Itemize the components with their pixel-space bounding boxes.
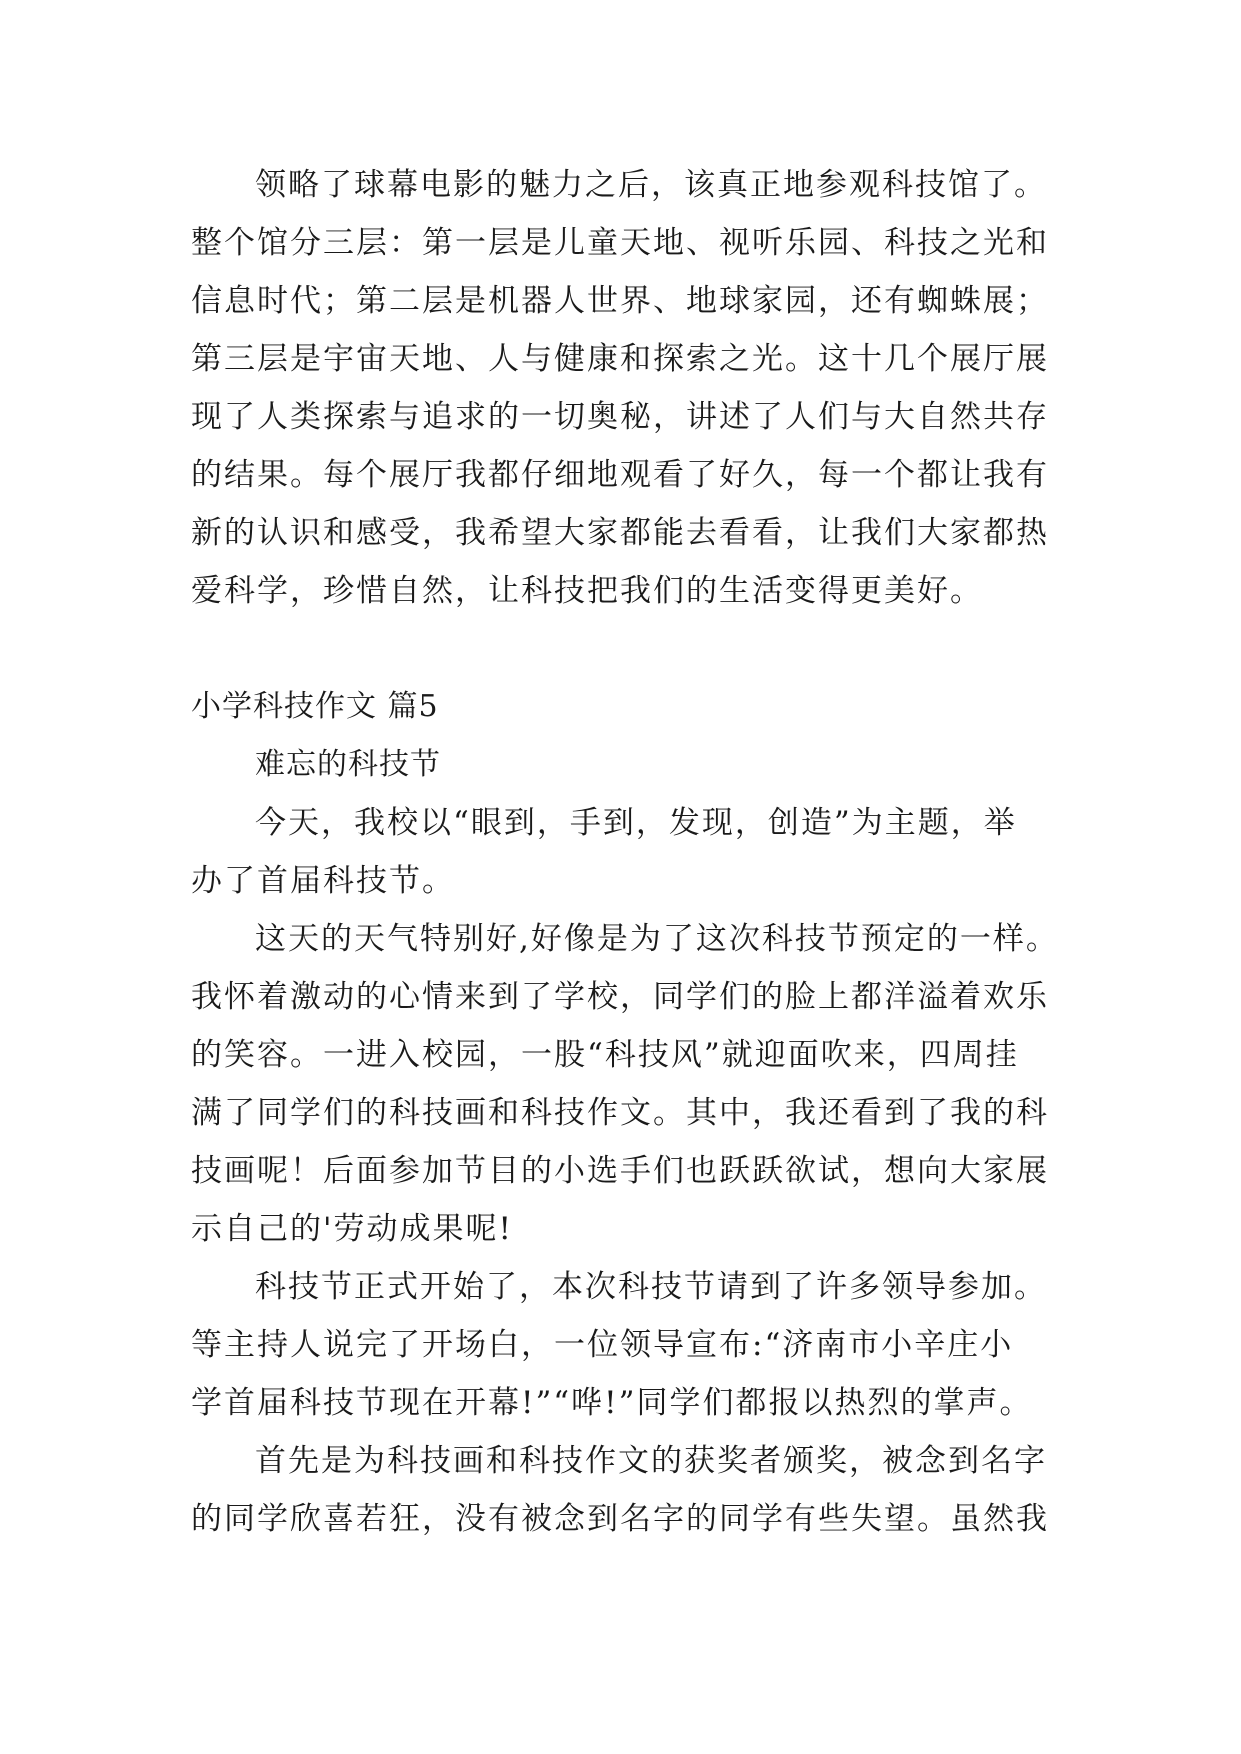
paragraph-line: 科技节正式开始了，本次科技节请到了许多领导参加。 xyxy=(255,1269,1047,1305)
paragraph-line: 等主持人说完了开场白，一位领导宣布:“济南市小辛庄小 xyxy=(191,1327,1014,1363)
paragraph-line: 这天的天气特别好,好像是为了这次科技节预定的一样。 xyxy=(255,921,1059,957)
paragraph-line: 学首届科技节现在开幕!”“哗!”同学们都报以热烈的掌声。 xyxy=(191,1385,1033,1421)
paragraph-line: 信息时代；第二层是机器人世界、地球家园，还有蜘蛛展； xyxy=(191,283,1049,319)
paragraph-line: 第三层是宇宙天地、人与健康和探索之光。这十几个展厅展 xyxy=(191,341,1049,377)
essay-title: 难忘的科技节 xyxy=(255,747,441,782)
paragraph-line: 示自己的'劳动成果呢! xyxy=(191,1211,513,1247)
section-heading: 小学科技作文 篇5 xyxy=(191,689,439,724)
paragraph-line: 领略了球幕电影的魅力之后，该真正地参观科技馆了。 xyxy=(255,167,1047,203)
paragraph-line: 我怀着激动的心情来到了学校，同学们的脸上都洋溢着欢乐 xyxy=(191,979,1049,1015)
paragraph-line: 首先是为科技画和科技作文的获奖者颁奖，被念到名字 xyxy=(255,1443,1047,1479)
paragraph-line: 技画呢！后面参加节目的小选手们也跃跃欲试，想向大家展 xyxy=(191,1153,1049,1189)
paragraph-line: 现了人类探索与追求的一切奥秘，讲述了人们与大自然共存 xyxy=(191,399,1049,435)
paragraph-line: 的笑容。一进入校园，一股“科技风”就迎面吹来，四周挂 xyxy=(191,1037,1019,1073)
paragraph-line: 的同学欣喜若狂，没有被念到名字的同学有些失望。虽然我 xyxy=(191,1501,1049,1537)
paragraph-line: 爱科学，珍惜自然，让科技把我们的生活变得更美好。 xyxy=(191,573,983,609)
paragraph-line: 整个馆分三层：第一层是儿童天地、视听乐园、科技之光和 xyxy=(191,225,1049,261)
paragraph-line: 新的认识和感受，我希望大家都能去看看，让我们大家都热 xyxy=(191,515,1049,551)
paragraph-line: 满了同学们的科技画和科技作文。其中，我还看到了我的科 xyxy=(191,1095,1049,1131)
paragraph-line: 办了首届科技节。 xyxy=(191,863,455,899)
paragraph-line: 今天，我校以“眼到，手到，发现，创造”为主题，举 xyxy=(255,805,1017,841)
paragraph-line: 的结果。每个展厅我都仔细地观看了好久，每一个都让我有 xyxy=(191,457,1049,493)
